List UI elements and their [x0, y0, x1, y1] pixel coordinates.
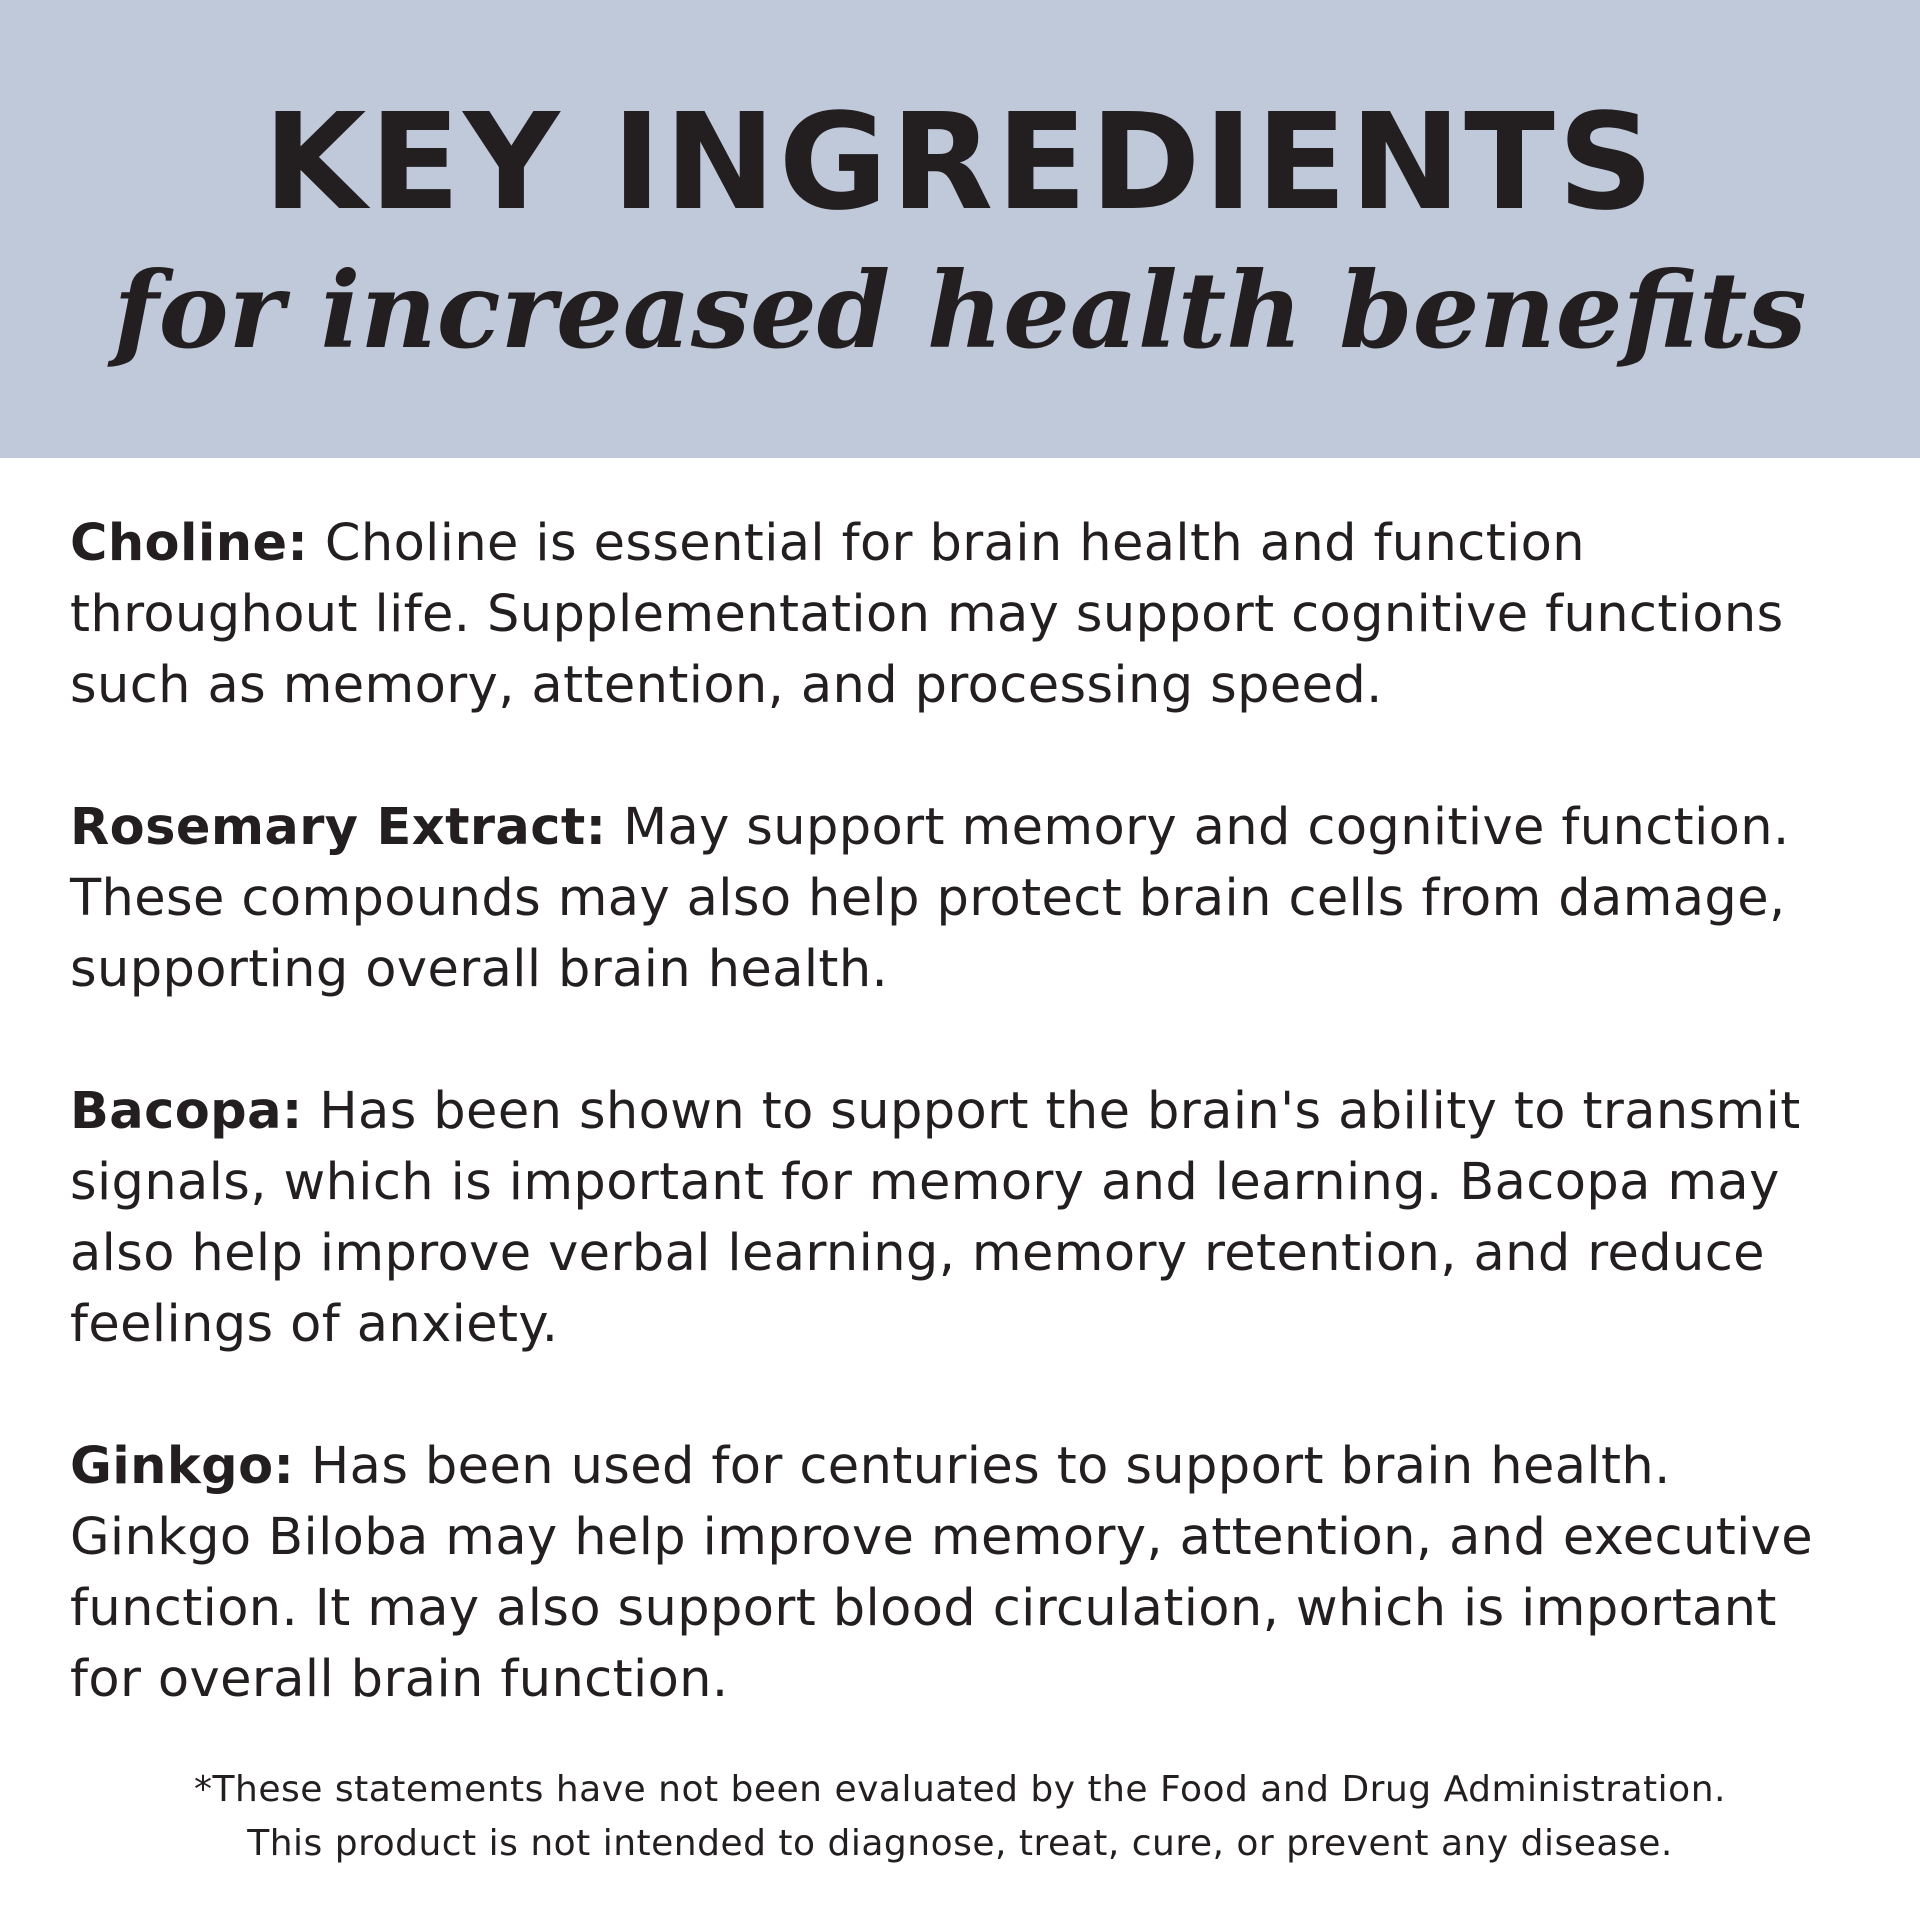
ingredient-text: Has been shown to support the brain's ability to transmit — [302, 1082, 1801, 1141]
ingredient-choline — [70, 508, 1860, 721]
page-subtitle: for increased health benefits — [113, 248, 1807, 372]
ingredient-line: feelings of anxiety. — [70, 1295, 559, 1354]
ingredient-line: throughout life. Supplementation may support cognitive functions — [70, 585, 1784, 644]
ingredient-line — [70, 1431, 1860, 1502]
ingredient-line: function. It may also support blood circulation, which is important — [70, 1579, 1777, 1638]
ingredient-name: Choline: — [70, 514, 309, 573]
page-title: KEY INGREDIENTS — [263, 86, 1657, 240]
ingredient-line: also help improve verbal learning, memory retention, and reduce — [70, 1224, 1765, 1283]
ingredient-line — [70, 508, 1860, 579]
disclaimer-line: *These statements have not been evaluated by the Food and Drug Administration. — [194, 1769, 1726, 1810]
ingredient-name: Ginkgo: — [70, 1437, 295, 1496]
ingredient-line — [70, 792, 1860, 863]
ingredient-ginkgo — [70, 1431, 1860, 1715]
ingredient-line: These compounds may also help protect brain cells from damage, — [70, 869, 1786, 928]
ingredient-text: Choline is essential for brain health and function — [308, 514, 1585, 573]
ingredient-line: supporting overall brain health. — [70, 940, 889, 999]
ingredient-bacopa — [70, 1076, 1860, 1360]
ingredient-line: for overall brain function. — [70, 1650, 729, 1709]
header-banner — [0, 0, 1920, 458]
ingredient-name: Bacopa: — [70, 1082, 303, 1141]
fda-disclaimer — [0, 1763, 1920, 1871]
ingredient-name: Rosemary Extract: — [70, 798, 607, 857]
ingredient-line: signals, which is important for memory and learning. Bacopa may — [70, 1153, 1780, 1212]
ingredient-text: May support memory and cognitive function. — [606, 798, 1790, 857]
ingredient-line: such as memory, attention, and processing speed. — [70, 656, 1383, 715]
disclaimer-line: This product is not intended to diagnose, treat, cure, or prevent any disease. — [247, 1823, 1673, 1864]
ingredient-text: Has been used for centuries to support brain health. — [294, 1437, 1671, 1496]
ingredient-line — [70, 1076, 1860, 1147]
ingredient-rosemary-extract — [70, 792, 1860, 1005]
ingredient-list — [70, 508, 1860, 1786]
ingredient-line: Ginkgo Biloba may help improve memory, attention, and executive — [70, 1508, 1814, 1567]
